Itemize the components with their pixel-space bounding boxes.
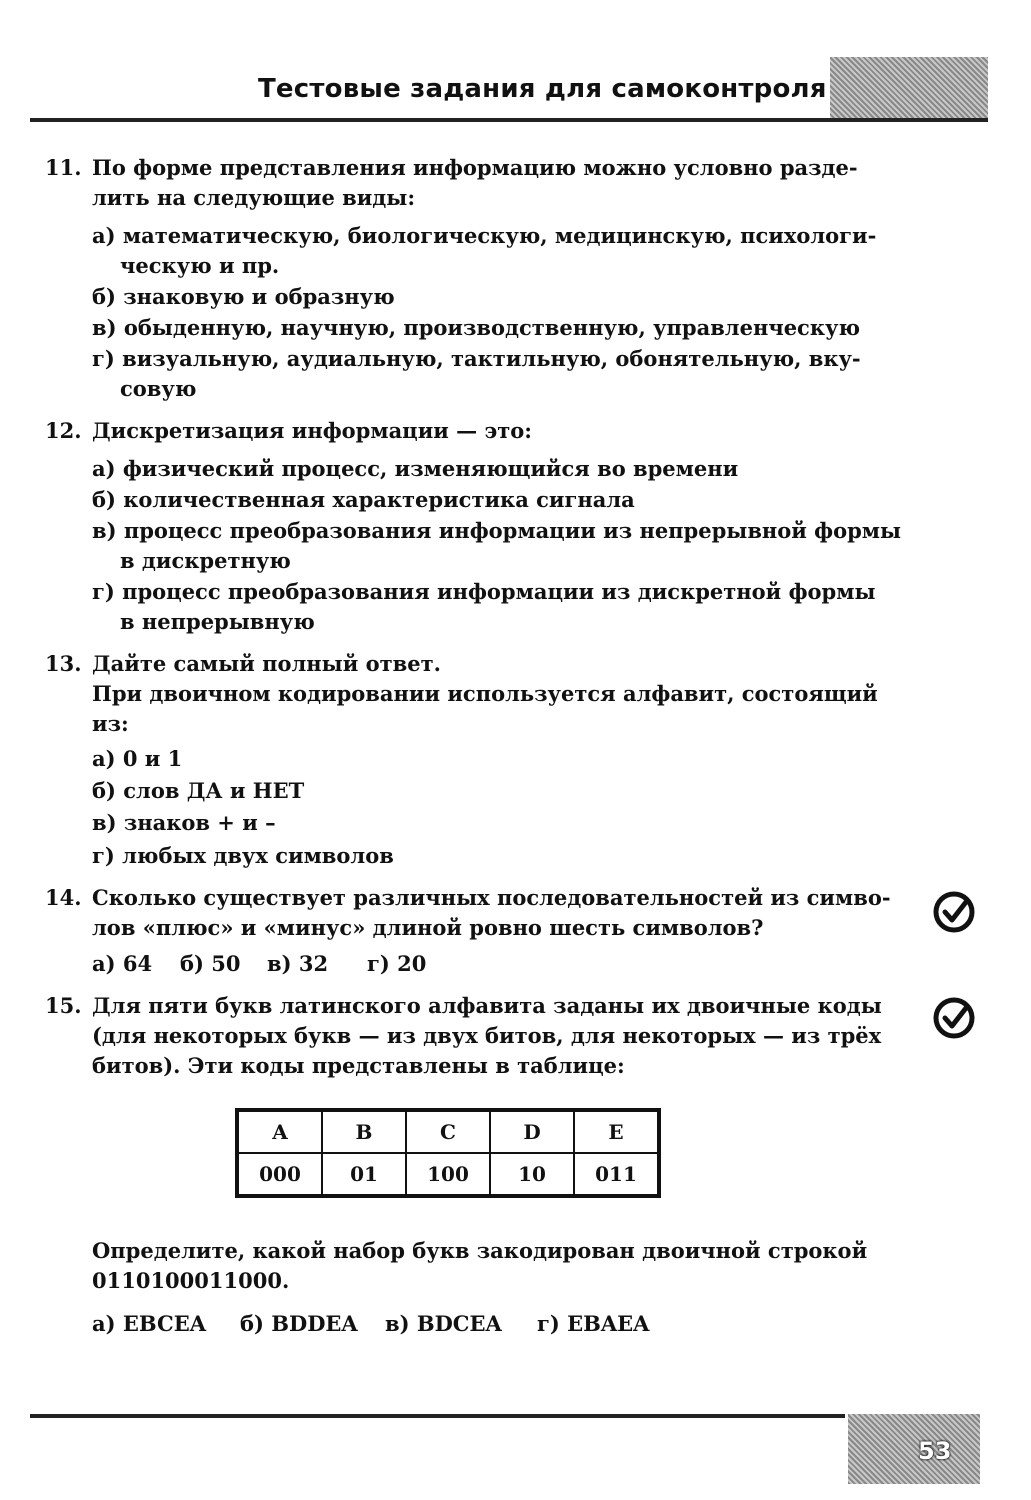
header-decor-block — [830, 57, 988, 121]
answer-option-d-cont: совую — [120, 376, 197, 401]
table-cell: E — [574, 1110, 659, 1153]
table-cell: 01 — [322, 1153, 406, 1196]
question-number: 11. — [45, 155, 82, 180]
table-cell: 10 — [490, 1153, 574, 1196]
check-circle-icon — [932, 890, 976, 934]
question-text: При двоичном кодировании используется алфавит, состоящий — [92, 681, 878, 706]
table-cell: C — [406, 1110, 490, 1153]
question-text: Дискретизация информации — это: — [92, 418, 533, 443]
table-cell: D — [490, 1110, 574, 1153]
answer-option-b[interactable]: б) 50 — [180, 951, 241, 976]
check-circle-icon — [932, 996, 976, 1040]
answer-option-d-cont: в непрерывную — [120, 609, 315, 634]
answer-option-b[interactable]: б) слов ДА и НЕТ — [92, 778, 305, 803]
question-number: 15. — [45, 993, 82, 1018]
question-text: Сколько существует различных последовательностей из симво- — [92, 885, 891, 910]
header-rule — [30, 118, 988, 122]
question-text: (для некоторых букв — из двух битов, для некоторых — из трёх — [92, 1023, 882, 1048]
answer-option-c[interactable]: в) обыденную, научную, производственную, управленческую — [92, 315, 860, 340]
question-text: 0110100011000. — [92, 1268, 290, 1293]
page-title: Тестовые задания для самоконтроля — [258, 74, 827, 104]
question-text: лить на следующие виды: — [92, 185, 416, 210]
table-row — [237, 1110, 659, 1153]
question-number: 13. — [45, 651, 82, 676]
answer-option-d[interactable]: г) визуальную, аудиальную, тактильную, обонятельную, вку- — [92, 346, 861, 371]
answer-option-d[interactable]: г) 20 — [367, 951, 427, 976]
question-text: лов «плюс» и «минус» длиной ровно шесть символов? — [92, 915, 764, 940]
answer-option-c-cont: в дискретную — [120, 548, 291, 573]
answer-option-c[interactable]: в) процесс преобразования информации из непрерывной формы — [92, 518, 902, 543]
answer-option-a[interactable]: а) EBCEA — [92, 1311, 207, 1336]
answer-option-c[interactable]: в) BDCEA — [385, 1311, 502, 1336]
question-number: 12. — [45, 418, 82, 443]
answer-option-a[interactable]: а) математическую, биологическую, медицинскую, психологи- — [92, 223, 877, 248]
answer-option-b[interactable]: б) количественная характеристика сигнала — [92, 487, 635, 512]
question-text: из: — [92, 711, 129, 736]
footer-decor-block — [848, 1414, 980, 1484]
question-text: Для пяти букв латинского алфавита заданы их двоичные коды — [92, 993, 882, 1018]
question-text: битов). Эти коды представлены в таблице: — [92, 1053, 625, 1078]
answer-option-c[interactable]: в) знаков + и – — [92, 810, 276, 835]
answer-option-a-cont: ческую и пр. — [120, 253, 280, 278]
answer-option-a[interactable]: а) физический процесс, изменяющийся во времени — [92, 456, 739, 481]
question-number: 14. — [45, 885, 82, 910]
footer-rule — [30, 1414, 845, 1418]
answer-option-b[interactable]: б) BDDEA — [240, 1311, 358, 1336]
answer-option-c[interactable]: в) 32 — [267, 951, 329, 976]
table-row — [237, 1153, 659, 1196]
table-cell: B — [322, 1110, 406, 1153]
answer-option-d[interactable]: г) любых двух символов — [92, 843, 394, 868]
answer-option-a[interactable]: а) 0 и 1 — [92, 746, 183, 771]
question-text: Дайте самый полный ответ. — [92, 651, 441, 676]
page-number: 53 — [918, 1437, 952, 1465]
answer-option-d[interactable]: г) процесс преобразования информации из дискретной формы — [92, 579, 876, 604]
table-cell: 011 — [574, 1153, 659, 1196]
question-text: По форме представления информацию можно условно разде- — [92, 155, 858, 180]
answer-option-a[interactable]: а) 64 — [92, 951, 153, 976]
question-text: Определите, какой набор букв закодирован двоичной строкой — [92, 1238, 868, 1263]
table-cell: 000 — [237, 1153, 322, 1196]
answer-option-b[interactable]: б) знаковую и образную — [92, 284, 395, 309]
table-cell: 100 — [406, 1153, 490, 1196]
binary-code-table — [235, 1108, 661, 1198]
table-cell: A — [237, 1110, 322, 1153]
answer-option-d[interactable]: г) EBAEA — [537, 1311, 650, 1336]
